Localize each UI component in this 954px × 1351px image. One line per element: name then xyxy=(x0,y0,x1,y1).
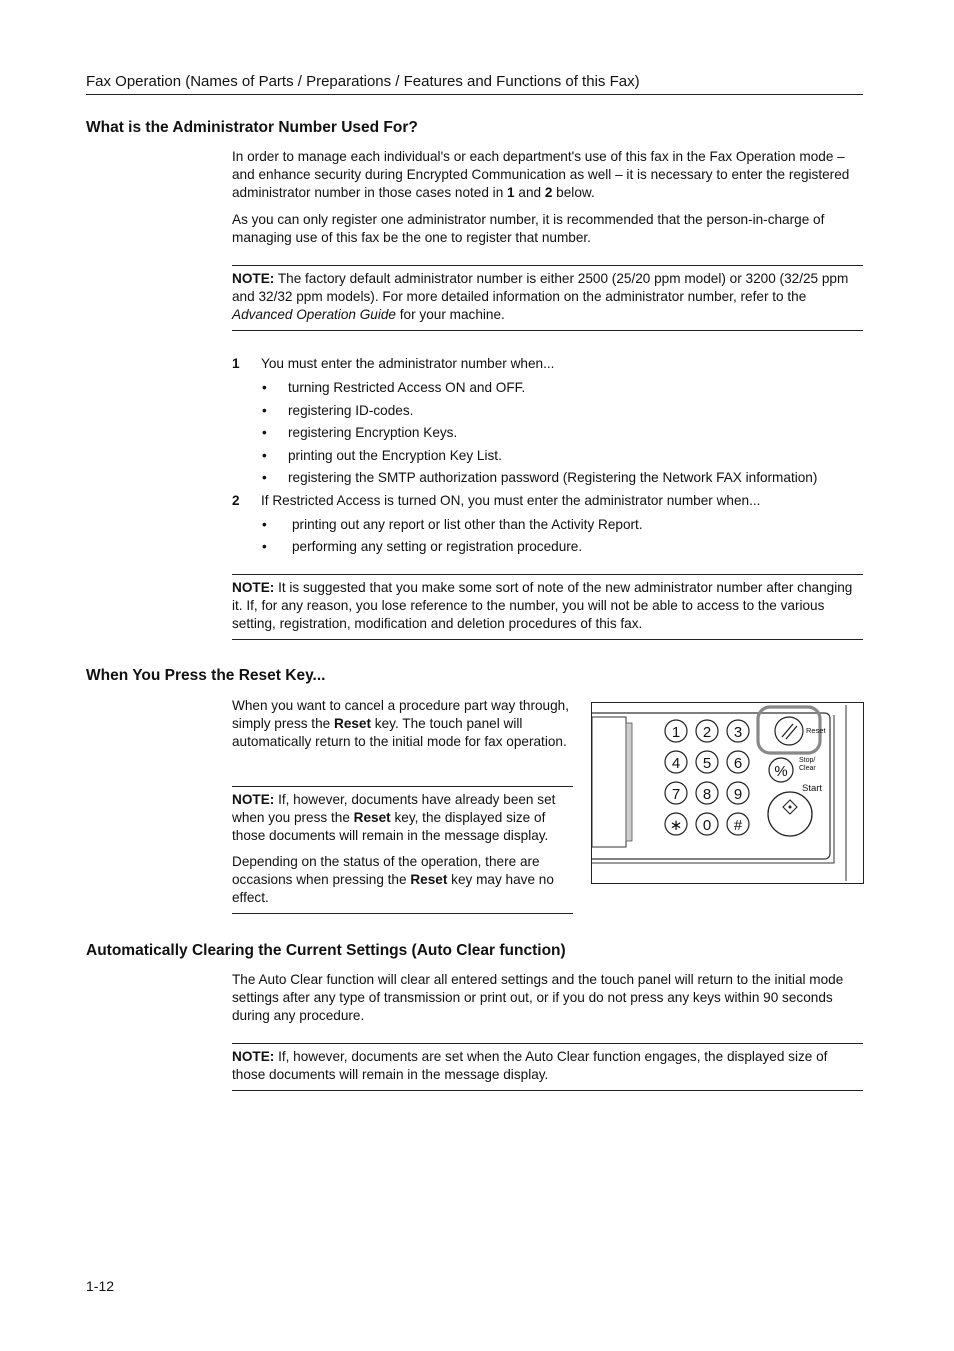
list-item: registering the SMTP authorization password (Registering the Network FAX information) xyxy=(288,470,818,485)
key-0 xyxy=(696,813,718,835)
key-label: 4 xyxy=(671,755,681,772)
key-label: 6 xyxy=(733,755,743,772)
para-text: When you want to cancel a procedure part way through, simply press the xyxy=(232,698,570,731)
running-header: Fax Operation (Names of Parts / Preparations / Features and Functions of this Fax) xyxy=(86,73,863,95)
note-text: key may have no effect. xyxy=(232,872,554,905)
intro-paragraph xyxy=(232,148,862,202)
para-text: key. The touch panel will automatically return to the initial mode for fax operation. xyxy=(232,716,567,749)
note-text: for your machine. xyxy=(396,307,505,322)
list-item: registering Encryption Keys. xyxy=(288,425,458,440)
bullet: • xyxy=(262,448,267,463)
keypad xyxy=(665,720,749,835)
key-3 xyxy=(727,720,749,742)
reset-key-ref: Reset xyxy=(334,716,372,731)
note-text: If, however, documents have already been set when you press the xyxy=(232,792,556,825)
key-label: 8 xyxy=(702,786,712,803)
panel-drawing xyxy=(592,703,863,883)
list-item: printing out the Encryption Key List. xyxy=(288,448,502,463)
key-label: 5 xyxy=(702,755,712,772)
key-label: 7 xyxy=(671,786,681,803)
bullet: • xyxy=(262,539,267,554)
key-label: 9 xyxy=(733,786,743,803)
note-default-number xyxy=(232,265,863,331)
item-text: You must enter the administrator number when... xyxy=(261,356,555,371)
key-9 xyxy=(727,782,749,804)
reset-key-ref: Reset xyxy=(353,810,391,825)
key-asterisk xyxy=(665,813,687,835)
para-ref-2: 2 xyxy=(544,185,553,200)
bullet: • xyxy=(262,425,267,440)
note-label: NOTE: xyxy=(232,792,275,807)
note-text: It is suggested that you make some sort of note of the new administrator number after changing it. If, for any reason, you lose reference to the number, you will not be able to access to the various setting, registration, modification and deletion procedures of this fax. xyxy=(232,580,853,631)
key-4 xyxy=(665,751,687,773)
section-heading-auto-clear: Automatically Clearing the Current Settings (Auto Clear function) xyxy=(86,942,566,959)
para-text: and xyxy=(514,185,545,200)
key-2 xyxy=(696,720,718,742)
key-7 xyxy=(665,782,687,804)
note-para-2 xyxy=(232,853,573,907)
list-item: printing out any report or list other than the Activity Report. xyxy=(292,517,643,532)
list-item: performing any setting or registration procedure. xyxy=(292,539,583,554)
reset-key xyxy=(758,707,827,753)
key-label: # xyxy=(733,817,743,834)
note-label: NOTE: xyxy=(232,580,275,595)
note-text: If, however, documents are set when the Auto Clear function engages, the displayed size of those documents will remain in the message display. xyxy=(232,1049,828,1082)
auto-clear-paragraph: The Auto Clear function will clear all entered settings and the touch panel will return to the initial mode settings after any type of transmission or print out, or if you do not press any keys within 90 seconds during any procedure. xyxy=(232,972,844,1023)
note-label: NOTE: xyxy=(232,271,275,286)
note-text: key, the displayed size of those documents will remain in the message display. xyxy=(232,810,549,843)
reset-key-ref: Reset xyxy=(410,872,448,887)
key-8 xyxy=(696,782,718,804)
para-ref-1: 1 xyxy=(507,185,515,200)
list-item: registering ID-codes. xyxy=(288,403,414,418)
reset-paragraph xyxy=(232,697,574,751)
item-number: 2 xyxy=(232,493,240,508)
bullet: • xyxy=(262,380,267,395)
section-heading-administrator-number: What is the Administrator Number Used For? xyxy=(86,119,418,136)
operation-panel-illustration xyxy=(591,702,864,884)
page-number: 1-12 xyxy=(86,1278,115,1294)
key-hash xyxy=(727,813,749,835)
clear-label: Clear xyxy=(799,765,816,772)
start-key xyxy=(768,783,822,836)
stop-clear-key xyxy=(769,757,816,782)
item-number: 1 xyxy=(232,356,240,371)
note-label: NOTE: xyxy=(232,1049,275,1064)
key-label: 1 xyxy=(671,724,681,741)
note-record-number xyxy=(232,574,863,640)
key-6 xyxy=(727,751,749,773)
item-text: If Restricted Access is turned ON, you must enter the administrator number when... xyxy=(261,493,761,508)
note-text: The factory default administrator number is either 2500 (25/20 ppm model) or 3200 (32/25 ppm and 32/32 ppm models). For more detailed information on the administrator number, refer to the xyxy=(232,271,849,304)
key-1 xyxy=(665,720,687,742)
stop-label: Stop/ xyxy=(799,757,816,764)
register-paragraph: As you can only register one administrator number, it is recommended that the person-in-charge of managing use of this fax be the one to register that number. xyxy=(232,212,825,245)
bullet: • xyxy=(262,470,267,485)
guide-title: Advanced Operation Guide xyxy=(232,307,396,322)
key-5 xyxy=(696,751,718,773)
start-label: Start xyxy=(802,783,823,794)
note-auto-clear xyxy=(232,1043,863,1091)
note-text: Depending on the status of the operation, there are occasions when pressing the xyxy=(232,854,540,887)
note-para-1 xyxy=(232,791,573,845)
para-text: In order to manage each individual's or each department's use of this fax in the Fax Operation mode – and enhance security during Encrypted Communication as well – it is necessary to enter the registered administrator number in those cases noted in xyxy=(232,149,850,200)
key-label: ∗ xyxy=(669,817,683,834)
stop-clear-icon: % xyxy=(774,763,788,780)
reset-label: Reset xyxy=(806,726,826,735)
bullet: • xyxy=(262,517,267,532)
key-label: 2 xyxy=(702,724,712,741)
note-reset xyxy=(232,786,573,914)
key-label: 3 xyxy=(733,724,743,741)
list-item: turning Restricted Access ON and OFF. xyxy=(288,380,526,395)
para-text: below. xyxy=(552,185,595,200)
section-heading-reset-key: When You Press the Reset Key... xyxy=(86,667,326,684)
bullet: • xyxy=(262,403,267,418)
key-label: 0 xyxy=(702,817,712,834)
